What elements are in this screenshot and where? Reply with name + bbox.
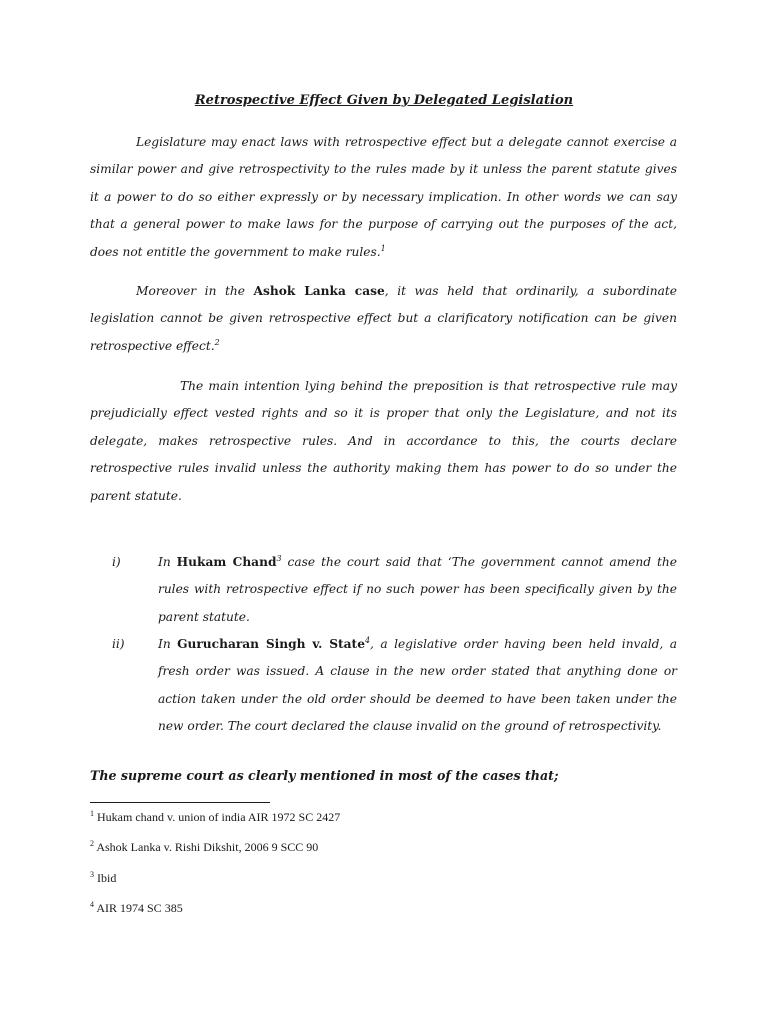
footnote bbox=[90, 810, 340, 825]
paragraph-main-intention: The main intention lying behind the preposition is that retrospective rule may prejudicially effect vested rights and so it is proper that only the Legislature, and not its delegate, makes retrospective rules. And in accordance to this, the courts declare retrospective rules invalid unless the authority making them has power to do so under the parent statute. bbox=[90, 379, 677, 503]
footnote-text: Ashok Lanka v. Rishi Dikshit, 2006 9 SCC 90 bbox=[96, 840, 319, 854]
case-name: Ashok Lanka case bbox=[253, 284, 385, 298]
document-title: Retrospective Effect Given by Delegated Legislation bbox=[194, 93, 574, 108]
footnote-ref: 4 bbox=[364, 635, 371, 645]
footnote-number: 4 bbox=[90, 900, 94, 909]
list-item-text bbox=[158, 549, 677, 631]
footnote bbox=[90, 901, 183, 916]
list-marker: ii) bbox=[112, 637, 125, 651]
closing-statement: The supreme court as clearly mentioned in most of the cases that; bbox=[90, 768, 559, 783]
footnote-number: 2 bbox=[90, 839, 94, 848]
list-marker: i) bbox=[112, 555, 121, 569]
footnote-text: Hukam chand v. union of india AIR 1972 SC 2427 bbox=[97, 810, 341, 824]
footnote-number: 3 bbox=[90, 870, 94, 879]
footnote-number: 1 bbox=[90, 809, 94, 818]
paragraph-ashok-lanka bbox=[90, 278, 677, 360]
list-item-text bbox=[158, 631, 677, 741]
footnote bbox=[90, 871, 116, 886]
list-lead: In bbox=[158, 637, 178, 651]
paragraph-text: , it was held that ordinarily, a subordinate legislation cannot be given retrospective effect but a clarificatory notification can be given retrospective effect. bbox=[90, 284, 677, 353]
case-name: Gurucharan Singh v. State bbox=[177, 637, 365, 651]
footnote-text: Ibid bbox=[97, 871, 117, 885]
footnote-ref: 3 bbox=[276, 553, 282, 563]
footnote-ref: 1 bbox=[380, 243, 386, 253]
footnote-ref: 2 bbox=[214, 337, 220, 347]
paragraph-lead: Moreover in the bbox=[136, 284, 254, 298]
footnote bbox=[90, 840, 318, 855]
footnote-text: AIR 1974 SC 385 bbox=[96, 901, 183, 915]
list-lead: In bbox=[158, 555, 177, 569]
paragraph-text: Legislature may enact laws with retrospective effect but a delegate cannot exercise a similar power and give retrospectivity to the rules made by it unless the parent statute gives it a power to do so either expressly or by necessary implication. In other words we can say that a general power to make laws for the purpose of carrying out the purposes of the act, does not entitle the government to make rules. bbox=[90, 135, 677, 259]
list-body: case the court said that ‘The government cannot amend the rules with retrospective effect if no such power has been specifically given by the parent statute. bbox=[158, 555, 677, 624]
footnote-divider bbox=[90, 802, 270, 803]
list-body: , a legislative order having been held invald, a fresh order was issued. A clause in the new order stated that anything done or action taken under the old order should be deemed to have been taken under the new order. The court declared the clause invalid on the ground of retrospectivity. bbox=[158, 637, 677, 734]
paragraph-legislature bbox=[90, 129, 677, 266]
case-name: Hukam Chand bbox=[176, 555, 277, 569]
